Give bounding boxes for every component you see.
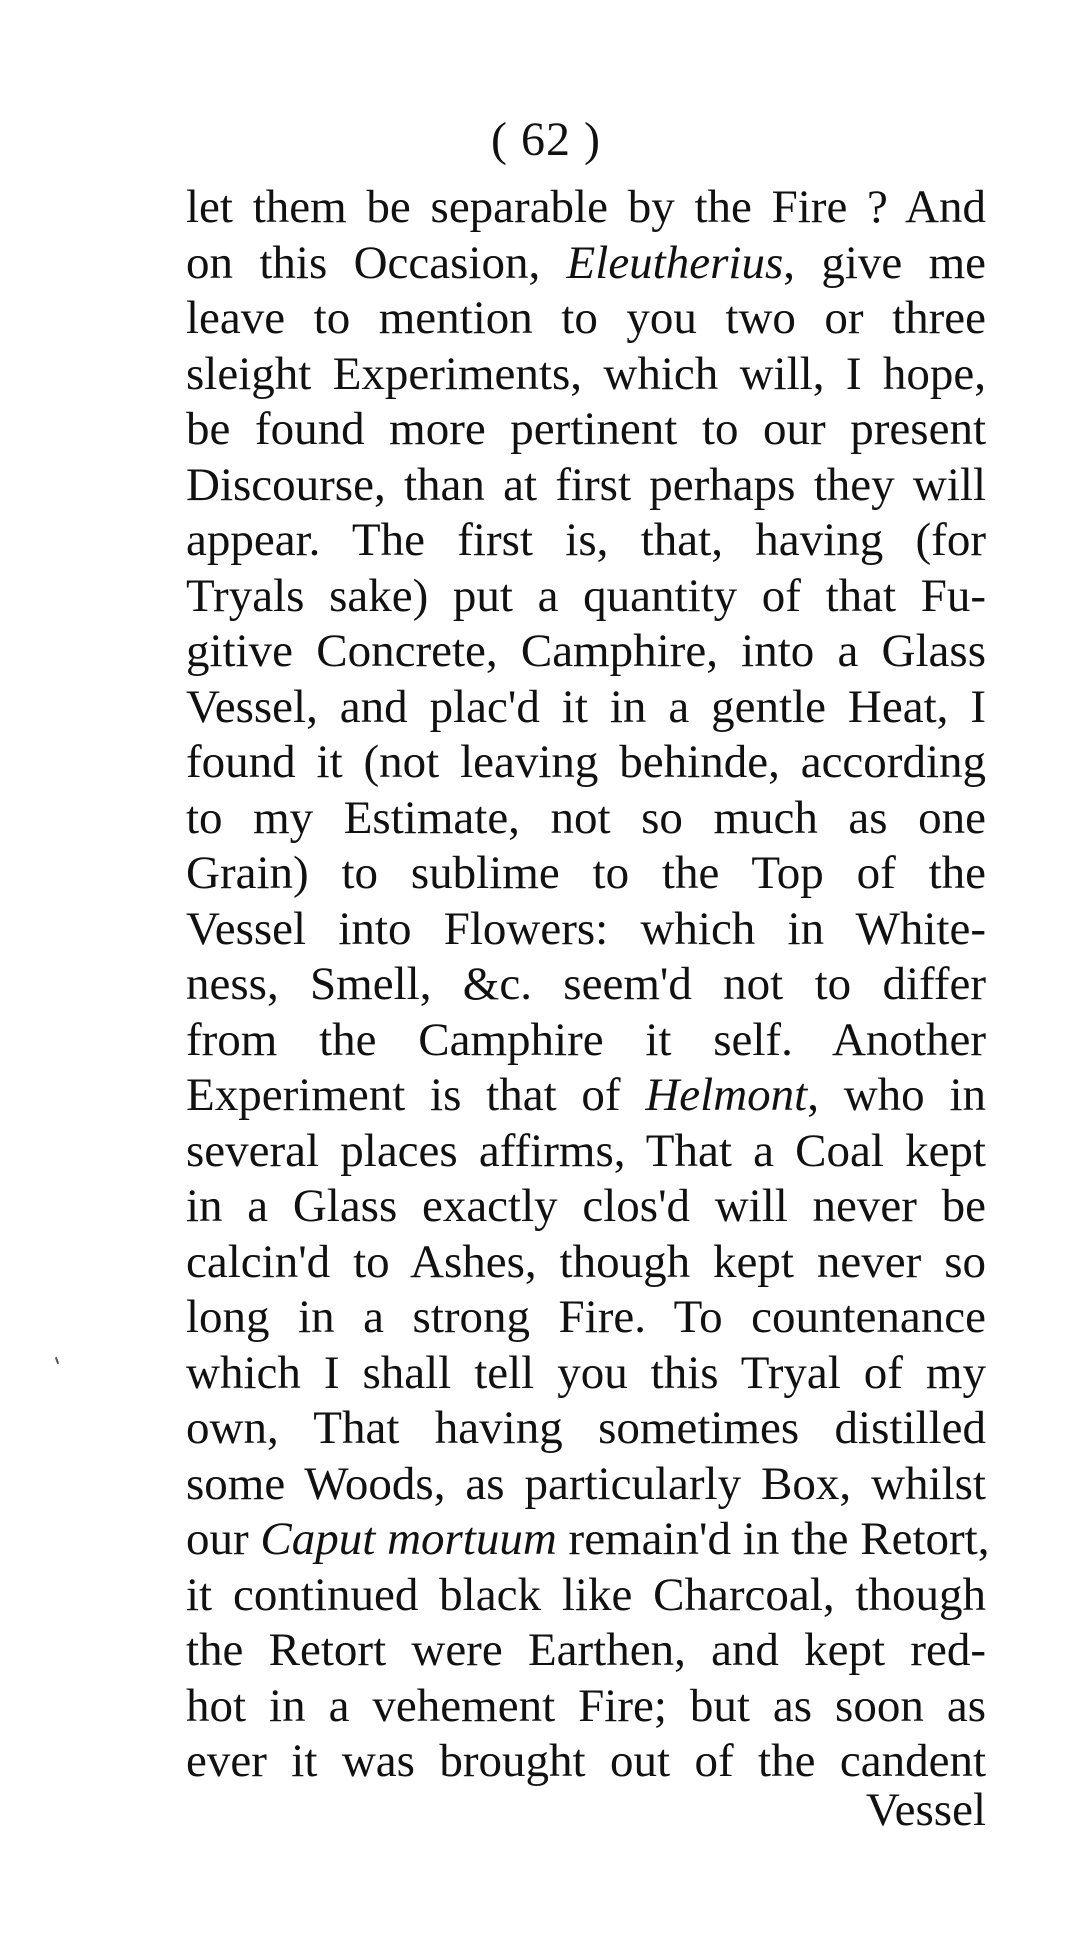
text-line: our Caput mortuum remain'd in the Retort, bbox=[186, 1513, 990, 1565]
text-line: ever it was brought out of the candent bbox=[186, 1735, 986, 1787]
text-line: hot in a vehement Fire; but as soon as bbox=[186, 1679, 986, 1732]
text-line: leave to mention to you two or three bbox=[186, 292, 986, 344]
text-line: it continued black like Charcoal, though bbox=[186, 1568, 986, 1621]
text-line: in a Glass exactly clos'd will never be bbox=[186, 1180, 986, 1232]
text-line: found it (not leaving behinde, according bbox=[186, 736, 986, 788]
text-line: the Retort were Earthen, and kept red- bbox=[186, 1624, 986, 1676]
text-line: Vessel into Flowers: which in White- bbox=[186, 902, 986, 955]
text-line: several places affirms, That a Coal kept bbox=[186, 1124, 986, 1177]
text-line: be found more pertinent to our present bbox=[186, 403, 986, 455]
text-line: on this Occasion, Eleutherius, give me bbox=[186, 236, 986, 289]
text-line: Tryals sake) put a quantity of that Fu- bbox=[186, 569, 986, 622]
text-line: appear. The first is, that, having (for bbox=[186, 514, 986, 566]
catchword: Vessel bbox=[865, 1784, 986, 1836]
text-line: from the Camphire it self. Another bbox=[186, 1013, 986, 1066]
text-line: calcin'd to Ashes, though kept never so bbox=[186, 1235, 986, 1288]
text-line: sleight Experiments, which will, I hope, bbox=[186, 347, 986, 400]
text-line: Vessel, and plac'd it in a gentle Heat, I bbox=[186, 680, 986, 733]
text-line: let them be separable by the Fire ? And bbox=[186, 181, 986, 233]
text-line: Experiment is that of Helmont, who in bbox=[186, 1069, 986, 1121]
italic-term: Caput mortuum bbox=[260, 1513, 557, 1565]
text-line: to my Estimate, not so much as one bbox=[186, 791, 986, 844]
italic-name: Eleutherius bbox=[566, 236, 784, 289]
text-line: own, That having sometimes distilled bbox=[186, 1402, 986, 1454]
text-line: which I shall tell you this Tryal of my bbox=[186, 1346, 986, 1399]
body-text bbox=[186, 180, 990, 1790]
text-line: Grain) to sublime to the Top of the bbox=[186, 847, 986, 899]
ink-speck bbox=[55, 1357, 59, 1364]
italic-name: Helmont bbox=[645, 1069, 808, 1121]
text-line: gitive Concrete, Camphire, into a Glass bbox=[186, 625, 986, 677]
page-number: ( 62 ) bbox=[491, 113, 601, 166]
text-line: ness, Smell, &c. seem'd not to differ bbox=[186, 958, 986, 1010]
text-line: long in a strong Fire. To countenance bbox=[186, 1291, 986, 1343]
text-line: Discourse, than at first perhaps they will bbox=[186, 458, 986, 511]
text-line: some Woods, as particularly Box, whilst bbox=[186, 1457, 986, 1510]
